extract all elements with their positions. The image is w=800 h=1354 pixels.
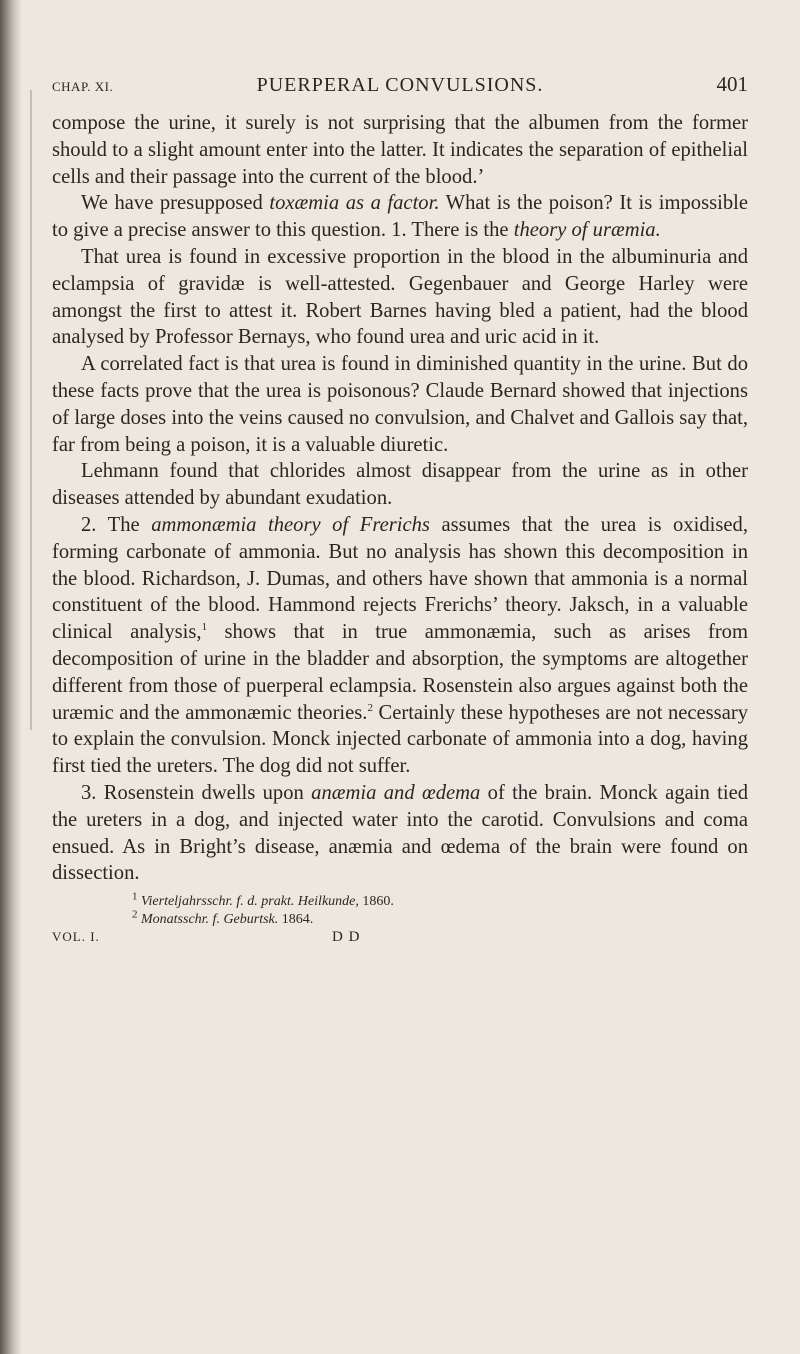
text-run: compose the urine, it surely is not surprising that the albumen from the former should to a slight amount enter into the latter. It indicates the separation of epithelial cells and their passage into the current of the blood.’ (52, 112, 748, 188)
text-run: Certainly these hypotheses are not necessary to explain the convulsion. Monck injected carbonate of ammonia into a dog, having first tied the ureters. The dog did not suffer. (52, 701, 748, 778)
footnote-ref: 1 (201, 621, 208, 634)
paragraph (52, 780, 748, 887)
page-number: 401 (716, 72, 748, 96)
italic-text: theory of uræmia. (513, 219, 661, 242)
footnote-source: Monatsschr. f. Geburtsk. (141, 912, 279, 928)
italic-text: ammonæmia theory of Frerichs (151, 513, 430, 536)
footnotes (52, 890, 748, 929)
footnote-mark: 1 (132, 890, 138, 903)
book-spine-shadow (0, 0, 22, 1354)
book-page (52, 72, 748, 946)
footnote-ref: 2 (367, 701, 373, 714)
paragraph (52, 244, 748, 351)
text-run: of the brain. Monck again tied the ureters in a dog, and injected water into the carotid. Convulsions and coma ensued. As in Bright’s disease, anæmia and œdema of the brain were found on dissection. (52, 781, 749, 885)
footnote-year: 1864. (278, 912, 314, 928)
italic-text: toxæmia as a factor. (269, 192, 440, 215)
footnote-2 (132, 908, 748, 929)
paragraph (52, 110, 748, 190)
paragraph (52, 512, 748, 780)
running-head (52, 72, 748, 106)
text-run: That urea is found in excessive proportion in the blood in the albuminuria and eclampsia of gravidæ is well-attested. Gegenbauer and George Harley were amongst the first to attest it. Robert Barnes having bled a patient, had the blood analysed by Professor Bernays, who found urea and uric acid in it. (52, 245, 748, 349)
paragraph (52, 190, 748, 244)
chapter-label: CHAP. XI. (52, 79, 114, 94)
text-run: A correlated fact is that urea is found in diminished quantity in the urine. But do these facts prove that the urea is poisonous? Claude Bernard showed that injections of large doses into the veins caused no convulsion, and Chalvet and Gallois say that, far from being a poison, it is a valuable diuretic. (52, 353, 748, 456)
gutter-line (30, 90, 32, 730)
volume-label: VOL. I. (52, 929, 100, 945)
paragraph (52, 458, 748, 512)
text-run: We have presupposed (81, 192, 270, 215)
text-run: What is the poison? It is impossible to give a precise answer to this question. 1. There is the (52, 192, 749, 242)
footnote-year: 1860. (358, 894, 394, 910)
paragraph (52, 351, 748, 458)
italic-text: anæmia and œdema (311, 781, 481, 804)
page-footer (52, 929, 748, 946)
running-title: PUERPERAL CONVULSIONS. (256, 74, 544, 96)
text-run: shows that in true ammonæmia, such as arises from decomposition of urine in the bladder and absorption, the symptoms are altogether different from those of puerperal eclampsia. Rosenstein also argues against both the uræmic and the ammonæmic theories. (52, 621, 748, 724)
text-run: Lehmann found that chlorides almost disappear from the urine as in other diseases attended by abundant exudation. (52, 460, 748, 510)
text-run: 3. Rosenstein dwells upon (81, 781, 312, 804)
footnote-mark: 2 (132, 908, 138, 921)
text-run: assumes that the urea is oxidised, forming carbonate of ammonia. But no analysis has shown this decomposition in the blood. Richardson, J. Dumas, and others have shown that ammonia is a normal constituent of the blood. Hammond rejects Frerichs’ theory. Jaksch, in a valuable clinical analysis, (52, 513, 748, 644)
signature-mark: D D (332, 929, 361, 946)
text-run: 2. The (81, 513, 152, 536)
footnote-source: Vierteljahrsschr. f. d. prakt. Heilkunde, (141, 894, 359, 910)
footnote-1 (132, 890, 748, 911)
body-text (52, 110, 748, 887)
